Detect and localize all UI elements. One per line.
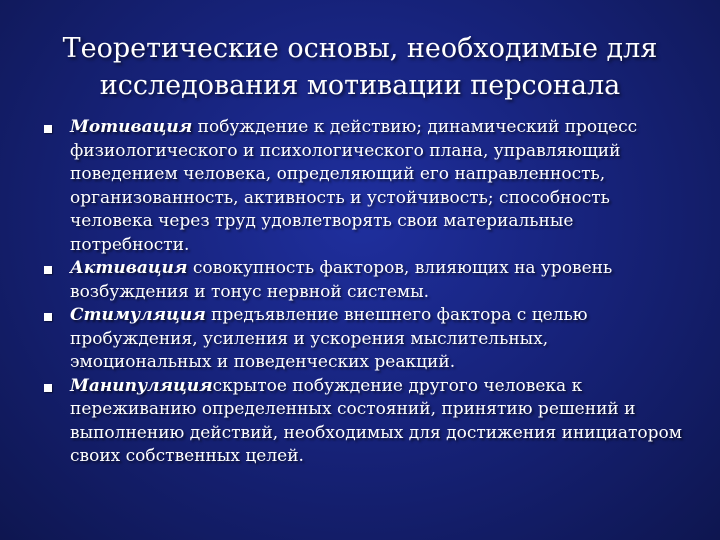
title-line-2: исследования мотивации персонала bbox=[99, 70, 621, 101]
definitions-list bbox=[40, 116, 685, 469]
title-line-1: Теоретические основы, необходимые для bbox=[62, 33, 658, 64]
square-bullet-icon bbox=[44, 266, 52, 274]
square-bullet-icon bbox=[44, 384, 52, 392]
term-activation: Активация bbox=[70, 258, 188, 278]
definition-activation: совокупность факторов, влияющих на уровень возбуждения и тонус нервной системы. bbox=[70, 258, 613, 302]
slide-title bbox=[30, 30, 690, 104]
definition-manipulation: скрытое побуждение другого человека к переживанию определенных состояний, принятию решений и выполнению действий, необходимых для достижения инициатором своих собственных целей. bbox=[70, 375, 682, 466]
list-item-activation bbox=[40, 257, 685, 304]
term-manipulation: Манипуляция bbox=[70, 375, 213, 396]
square-bullet-icon bbox=[44, 313, 52, 321]
list-item-manipulation bbox=[40, 375, 685, 469]
term-motivation: Мотивация bbox=[70, 117, 193, 137]
list-item-motivation bbox=[40, 116, 685, 257]
square-bullet-icon bbox=[44, 125, 52, 133]
definition-motivation: побуждение к действию; динамический процесс физиологического и психологического плана, управляющий поведением человека, определяющий его направленность, организованность, активность и устойчивость; способность человека через труд удовлетворять свои материальные потребности. bbox=[70, 117, 638, 255]
term-stimulation: Стимуляция bbox=[70, 305, 206, 325]
definition-stimulation: предъявление внешнего фактора с целью пробуждения, усиления и ускорения мыслительных, эмоциональных и поведенческих реакций. bbox=[70, 305, 588, 372]
list-item-stimulation bbox=[40, 304, 685, 375]
